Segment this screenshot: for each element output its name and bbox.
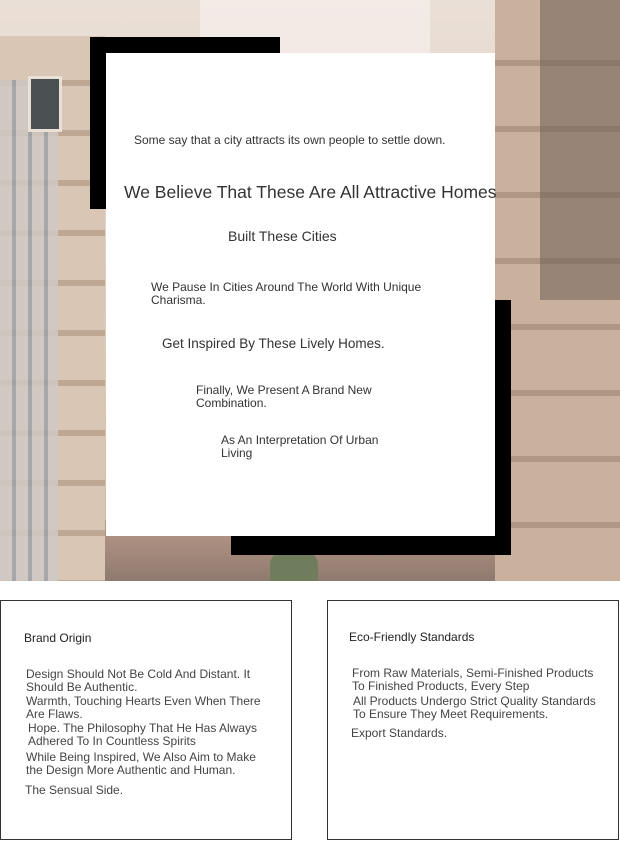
eco-standards-paragraph: Export Standards. [351,726,448,740]
hero-line-2: Get Inspired By These Lively Homes. [162,336,385,351]
building-left-facade [0,80,58,581]
eco-standards-box [327,600,619,840]
brand-origin-box [0,600,292,840]
brand-origin-paragraph: While Being Inspired, We Also Aim to Make the Design More Authentic and Human. [26,750,256,777]
brand-origin-title: Brand Origin [24,631,92,645]
eco-standards-title: Eco-Friendly Standards [349,630,475,644]
hero-line-1: We Pause In Cities Around The World With Unique Charisma. [151,280,422,307]
hero-subhead: Built These Cities [228,228,337,244]
hero-text-card [106,53,495,536]
hero-headline: We Believe That These Are All Attractive Homes [124,182,497,202]
hero-line-4: As An Interpretation Of Urban Living [221,433,379,460]
eco-standards-paragraph: All Products Undergo Strict Quality Standards To Ensure They Meet Requirements. [353,694,596,721]
hero-line-3: Finally, We Present A Brand New Combination. [196,383,372,410]
hero-tagline: Some say that a city attracts its own people to settle down. [134,133,446,147]
window [28,76,62,132]
brand-origin-paragraph: The Sensual Side. [25,783,124,797]
brand-origin-paragraph: Design Should Not Be Cold And Distant. It Should Be Authentic. [26,667,251,694]
eco-standards-paragraph: From Raw Materials, Semi-Finished Products To Finished Products, Every Step [352,666,594,693]
building-right-shadow [540,0,620,300]
brand-origin-paragraph: Hope. The Philosophy That He Has Always Adhered To In Countless Spirits [28,721,258,748]
brand-origin-paragraph: Warmth, Touching Hearts Even When There Are Flaws. [26,694,261,721]
